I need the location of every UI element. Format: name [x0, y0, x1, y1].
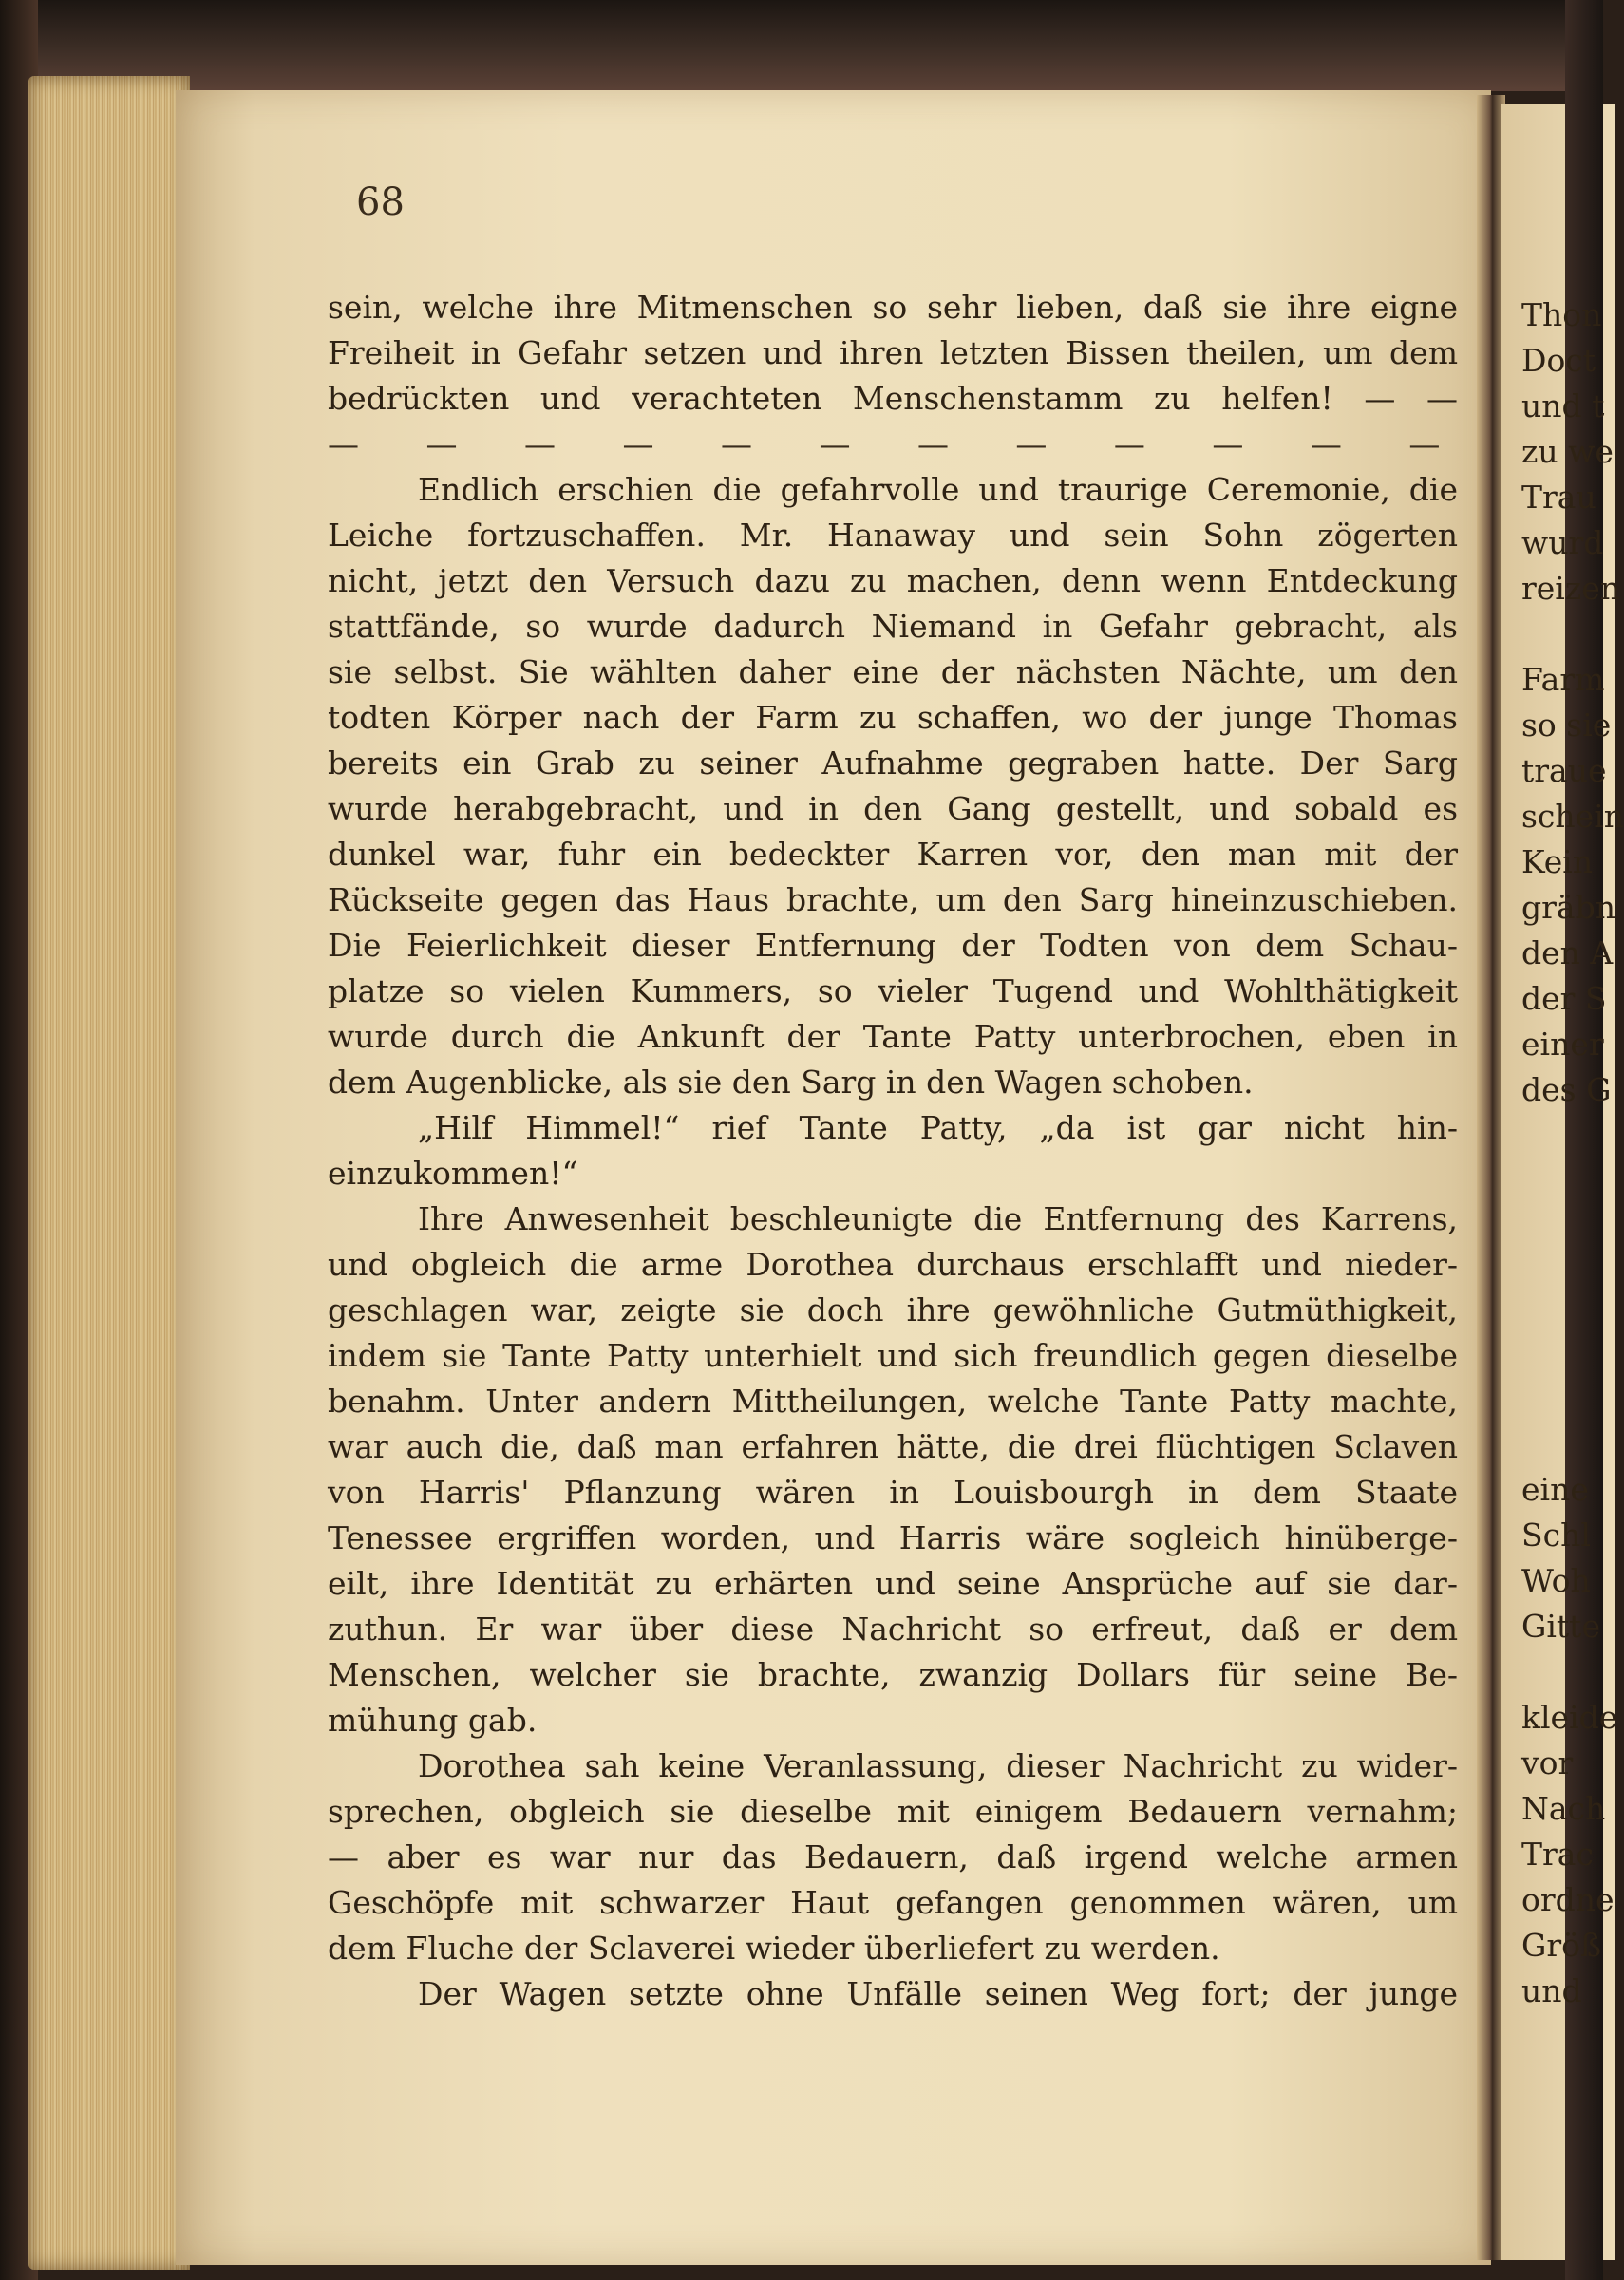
- text-line: von Harris' Pflanzung wären in Louisbourgh in dem Staate: [328, 1474, 1458, 1511]
- text-line: Freiheit in Gefahr setzen und ihren letzten Bissen theilen, um dem: [328, 334, 1458, 371]
- fragment: Trau: [1521, 479, 1596, 516]
- text-line: sein, welche ihre Mitmenschen so sehr lieben, daß sie ihre eigne: [328, 289, 1458, 326]
- fragment: kleide: [1521, 1699, 1618, 1736]
- text-line: nicht, jetzt den Versuch dazu zu machen, denn wenn Entdeckung: [328, 562, 1458, 599]
- text-line: Leiche fortzuschaffen. Mr. Hanaway und sein Sohn zögerten: [328, 517, 1458, 554]
- paragraph-start: Der Wagen setzte ohne Unfälle seinen Weg fort; der junge: [418, 1975, 1458, 2012]
- fragment: Kein: [1521, 843, 1594, 880]
- text-line: Rückseite gegen das Haus brachte, um den Sarg hineinzuschieben.: [328, 881, 1458, 918]
- fragment: vor: [1521, 1744, 1574, 1781]
- fragment: einer: [1521, 1026, 1604, 1063]
- fragment: schein: [1521, 798, 1624, 835]
- fragment: der S: [1521, 980, 1607, 1017]
- paragraph-start: Dorothea sah keine Veranlassung, dieser Nachricht zu wider-: [418, 1747, 1458, 1784]
- paragraph-start: Ihre Anwesenheit beschleunigte die Entfernung des Karrens,: [418, 1200, 1458, 1237]
- next-page-fragments-bottom: [1521, 1467, 1617, 2014]
- fragment: Trac: [1521, 1836, 1594, 1873]
- fragment: ordne: [1521, 1881, 1615, 1918]
- text-line: platze so vielen Kummers, so vieler Tugend und Wohlthätigkeit: [328, 972, 1458, 1009]
- text-line: benahm. Unter andern Mittheilungen, welche Tante Patty machte,: [328, 1383, 1458, 1420]
- text-line: bereits ein Grab zu seiner Aufnahme gegraben hatte. Der Sarg: [328, 744, 1458, 782]
- text-line: stattfände, so wurde dadurch Niemand in Gefahr gebracht, als: [328, 608, 1458, 645]
- fragment: Größ: [1521, 1927, 1602, 1964]
- text-line: dunkel war, fuhr ein bedeckter Karren vor, den man mit der: [328, 836, 1458, 873]
- text-line: sie selbst. Sie wählten daher eine der nächsten Nächte, um den: [328, 653, 1458, 690]
- fragment: Woh: [1521, 1562, 1591, 1599]
- text-line: war auch die, daß man erfahren hätte, die drei flüchtigen Sclaven: [328, 1428, 1458, 1465]
- fragment: reizen: [1521, 570, 1621, 607]
- page-edges: [28, 76, 190, 2270]
- text-line: eilt, ihre Identität zu erhärten und seine Ansprüche auf sie dar-: [328, 1565, 1458, 1602]
- text-line: sprechen, obgleich sie dieselbe mit einigem Bedauern vernahm;: [328, 1793, 1458, 1830]
- fragment: und t: [1521, 387, 1605, 424]
- fragment: und: [1521, 1972, 1582, 2009]
- fragment: Farm: [1521, 661, 1605, 698]
- next-page-fragments-top: [1521, 292, 1624, 1113]
- fragment: Schl: [1521, 1517, 1591, 1554]
- fragment: Gitte: [1521, 1608, 1600, 1645]
- paragraph-start: Endlich erschien die gefahrvolle und traurige Ceremonie, die: [418, 471, 1458, 508]
- fragment: gräbn: [1521, 889, 1615, 926]
- fragment: so sie: [1521, 707, 1612, 744]
- fragment: den A: [1521, 934, 1614, 971]
- text-line: zuthun. Er war über diese Nachricht so erfreut, daß er dem: [328, 1611, 1458, 1648]
- text-line: todten Körper nach der Farm zu schaffen, wo der junge Thomas: [328, 699, 1458, 736]
- fragment: traue: [1521, 752, 1607, 789]
- paragraph-start: „Hilf Himmel!“ rief Tante Patty, „da ist gar nicht hin-: [418, 1109, 1458, 1146]
- text-line: indem sie Tante Patty unterhielt und sich freundlich gegen dieselbe: [328, 1337, 1458, 1374]
- page-number: 68: [356, 180, 405, 224]
- fragment: eine: [1521, 1471, 1589, 1508]
- fragment: Thon: [1521, 296, 1602, 333]
- text-line: Geschöpfe mit schwarzer Haut gefangen genommen wären, um: [328, 1884, 1458, 1921]
- fragment: [1521, 1649, 1617, 1695]
- text-line: einzukommen!“: [328, 1155, 578, 1192]
- text-line: geschlagen war, zeigte sie doch ihre gewöhnliche Gutmüthigkeit,: [328, 1291, 1458, 1328]
- text-line: bedrückten und verachteten Menschenstamm zu helfen! — —: [328, 380, 1458, 417]
- text-line: dem Augenblicke, als sie den Sarg in den Wagen schoben.: [328, 1064, 1254, 1101]
- text-line: dem Fluche der Sclaverei wieder überliefert zu werden.: [328, 1930, 1220, 1967]
- text-line: Tenessee ergriffen worden, und Harris wäre sogleich hinüberge-: [328, 1519, 1458, 1556]
- text-line: wurde herabgebracht, und in den Gang gestellt, und sobald es: [328, 790, 1458, 827]
- text-line: und obgleich die arme Dorothea durchaus erschlafft und nieder-: [328, 1246, 1458, 1283]
- fragment: Doct: [1521, 342, 1596, 379]
- text-line: mühung gab.: [328, 1702, 538, 1739]
- page-text: [328, 285, 1469, 2017]
- text-line: Die Feierlichkeit dieser Entfernung der Todten von dem Schau-: [328, 927, 1458, 964]
- fragment: [1521, 612, 1624, 657]
- text-line: Menschen, welcher sie brachte, zwanzig Dollars für seine Be-: [328, 1656, 1458, 1693]
- text-line: wurde durch die Ankunft der Tante Patty unterbrochen, eben in: [328, 1018, 1458, 1055]
- fragment: wurd: [1521, 524, 1604, 561]
- book-cover-top: [0, 0, 1603, 91]
- dash-separator: — — — — — — — — — — — —: [328, 425, 1469, 462]
- text-line: — aber es war nur das Bedauern, daß irgend welche armen: [328, 1838, 1458, 1875]
- fragment: zu we: [1521, 433, 1614, 470]
- fragment: Nach: [1521, 1790, 1606, 1827]
- fragment: des G: [1521, 1071, 1612, 1108]
